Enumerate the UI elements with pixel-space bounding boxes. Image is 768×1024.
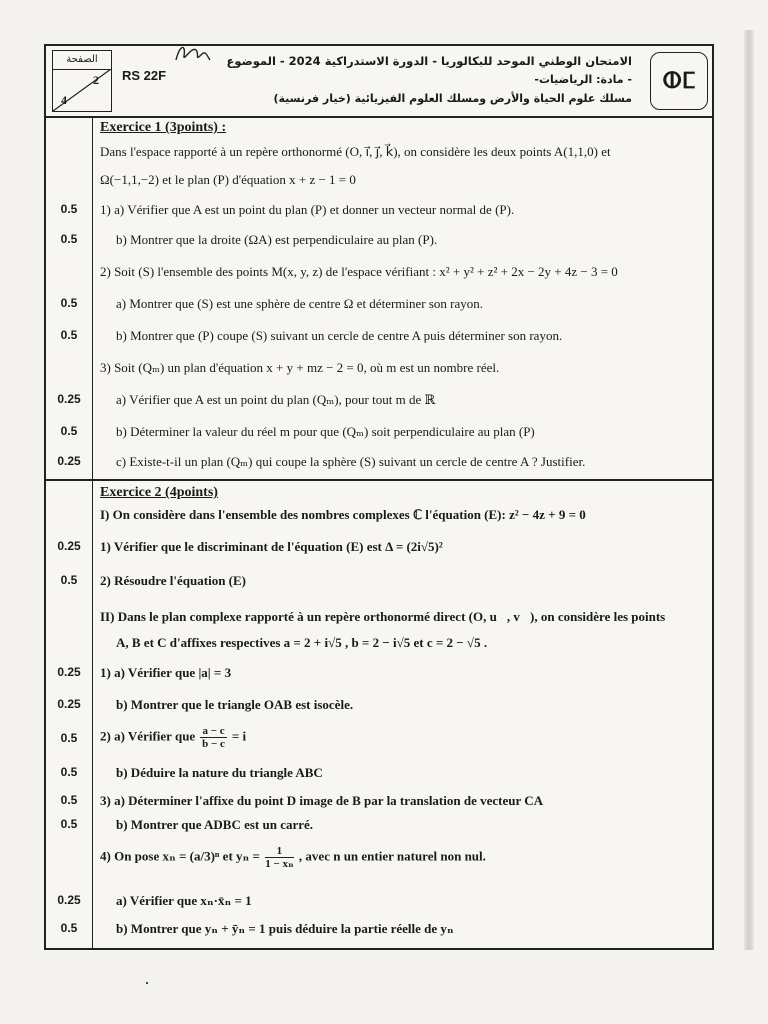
fraction	[265, 845, 293, 870]
fraction-denominator: b − c	[202, 738, 225, 750]
ex2-ii1a: 1) a) Vérifier que |a| = 3	[100, 665, 232, 680]
page-num: 2	[93, 73, 99, 87]
ex2-ii2a-text: 2) a) Vérifier que	[100, 728, 196, 744]
exercise-2	[46, 481, 712, 948]
ex1-q2a: a) Montrer que (S) est une sphère de centre Ω et déterminer son rayon.	[116, 296, 484, 311]
ex2-i2: 2) Résoudre l'équation (E)	[100, 573, 247, 588]
ex2-ii4-text: 4) On pose xₙ = (a/3)ⁿ et yₙ =	[100, 848, 260, 864]
points: 0.5	[60, 921, 78, 935]
ex2-ii3b: b) Montrer que ADBC est un carré.	[116, 817, 314, 832]
ex1-intro-line1: Dans l'espace rapporté à un repère orthonormé (O, i⃗, j⃗, k⃗), on considère les deux points A(1,1,0) et	[100, 144, 611, 159]
points-column-divider	[92, 481, 93, 948]
page-number-box	[52, 50, 112, 112]
page-edge-shadow	[744, 30, 754, 950]
ex2-ii4b: b) Montrer que yₙ + ȳₙ = 1 puis déduire la partie réelle de yₙ	[116, 921, 454, 936]
points-column-divider	[92, 116, 93, 479]
points: 0.5	[60, 817, 78, 831]
points: 0.25	[57, 665, 81, 679]
points: 0.25	[57, 539, 81, 553]
header-arabic-title: الامتحان الوطني الموحد للبكالوريا - الدورة الاستدراكية 2024 - الموضوع	[226, 54, 632, 68]
ex1-q2b: b) Montrer que (P) coupe (S) suivant un cercle de centre A puis déterminer son rayon.	[116, 328, 563, 343]
fraction-denominator: 1 − xₙ	[265, 858, 294, 870]
fraction	[200, 725, 226, 750]
handwritten-mark-icon	[172, 40, 212, 68]
ex2-ii2a	[100, 725, 246, 750]
exam-sheet	[44, 44, 714, 950]
ex2-part1: I) On considère dans l'ensemble des nombres complexes ℂ l'équation (E): z² − 4z + 9 = 0	[100, 507, 586, 522]
ex1-q3: 3) Soit (Qₘ) un plan d'équation x + y + mz − 2 = 0, où m est un nombre réel.	[100, 360, 500, 375]
ex1-q3a: a) Vérifier que A est un point du plan (Qₘ), pour tout m de ℝ	[116, 392, 436, 407]
speck	[146, 982, 148, 984]
header-arabic-stream: مسلك علوم الحياة والأرض ومسلك العلوم الفيزيائية (خيار فرنسية)	[273, 92, 632, 105]
ex2-part2-line1: II) Dans le plan complexe rapporté à un repère orthonormé direct (O, u⃗, v⃗), on considère les points	[100, 609, 666, 624]
ex2-ii2b: b) Déduire la nature du triangle ABC	[116, 765, 323, 780]
points: 0.5	[60, 232, 78, 246]
ex2-ii3a: 3) a) Déterminer l'affixe du point D image de B par la translation de vecteur CA⃗	[100, 793, 554, 808]
exam-code: RS 22F	[122, 68, 167, 83]
points: 0.25	[57, 392, 81, 406]
exam-header	[46, 46, 712, 118]
ex1-q1a: 1) a) Vérifier que A est un point du plan (P) et donner un vecteur normal de (P).	[100, 202, 515, 217]
fraction-numerator: 1	[265, 845, 293, 858]
points: 0.5	[60, 765, 78, 779]
page-total: 4	[61, 93, 67, 107]
points: 0.5	[60, 328, 78, 342]
ex2-ii4a: a) Vérifier que xₙ·x̄ₙ = 1	[116, 893, 252, 908]
ex2-ii2a-result: = i	[231, 728, 247, 744]
points: 0.25	[57, 893, 81, 907]
ex1-q2: 2) Soit (S) l'ensemble des points M(x, y, z) de l'espace vérifiant : x² + y² + z² + 2x − 2y + 4z − 3 = 0	[100, 264, 618, 279]
points: 0.5	[60, 424, 78, 438]
fraction-numerator: a − c	[202, 725, 225, 737]
ex1-title: Exercice 1 (3points) :	[100, 120, 227, 135]
ex2-ii1b: b) Montrer que le triangle OAB est isocèle.	[116, 697, 354, 712]
page-label: الصفحة	[53, 51, 111, 70]
points: 0.5	[60, 296, 78, 310]
header-arabic-subject: - مادة: الرياضيات-	[534, 73, 632, 86]
points: 0.5	[60, 793, 78, 807]
ex2-ii4	[100, 845, 486, 870]
ex2-title: Exercice 2 (4points)	[100, 485, 218, 500]
ex2-ii4-tail: , avec n un entier naturel non nul.	[298, 848, 486, 864]
ex1-q3c: c) Existe-t-il un plan (Qₘ) qui coupe la sphère (S) suivant un cercle de centre A ? Justifier.	[116, 454, 586, 469]
points: 0.5	[60, 731, 78, 745]
points: 0.25	[57, 697, 81, 711]
points: 0.5	[60, 202, 78, 216]
points: 0.25	[57, 454, 81, 468]
points: 0.5	[60, 573, 78, 587]
ex1-q3b: b) Déterminer la valeur du réel m pour que (Qₘ) soit perpendiculaire au plan (P)	[116, 424, 535, 439]
ex1-intro-line2: Ω(−1,1,−2) et le plan (P) d'équation x + z − 1 = 0	[100, 172, 356, 187]
ex2-part2-line2: A, B et C d'affixes respectives a = 2 + i√5 , b = 2 − i√5 et c = 2 − √5 .	[116, 635, 488, 650]
ex1-q1b: b) Montrer que la droite (ΩA) est perpendiculaire au plan (P).	[116, 232, 438, 247]
exercise-1	[46, 116, 712, 481]
ministry-logo: ⵀⵎ	[650, 52, 708, 110]
ex2-i1: 1) Vérifier que le discriminant de l'équation (E) est Δ = (2i√5)²	[100, 539, 443, 554]
